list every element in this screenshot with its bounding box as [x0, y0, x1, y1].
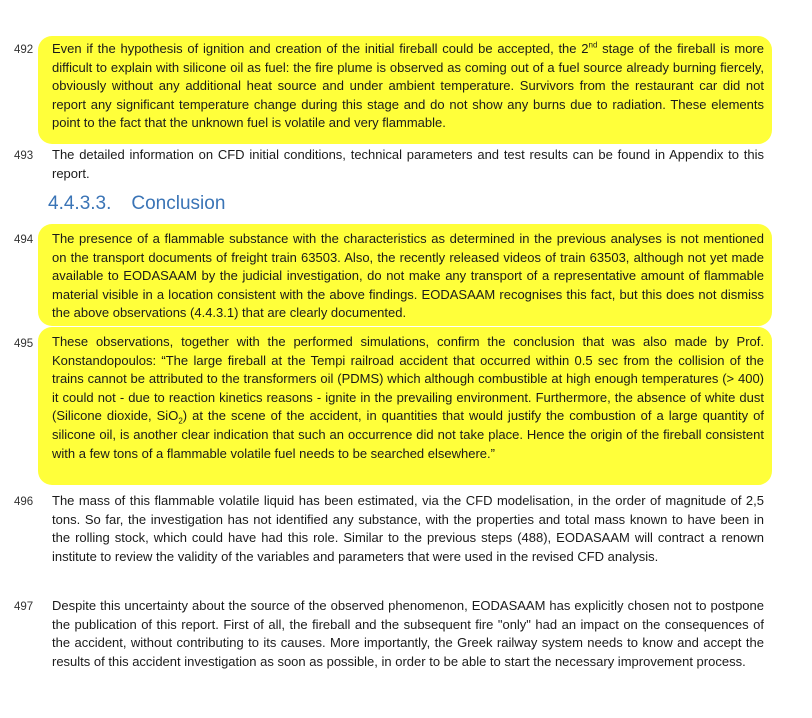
- subscript: 2: [178, 416, 183, 426]
- paragraph-number: 494: [14, 234, 34, 246]
- section-title: Conclusion: [131, 193, 226, 214]
- paragraph-text: Even if the hypothesis of ignition and creation of the initial fireball could be accepted, the 2: [52, 41, 589, 56]
- paragraph-497: Despite this uncertainty about the source of the observed phenomenon, EODASAAM has explicitly chosen not to postpone the publication of this report. First of all, the fireball and the subsequent fire "only" had an impact on the consequences of the accident, without contributing to its causes. More importantly, the Greek railway system needs to know and accept the results of this accident investigation as soon as possible, in order to be able to start the necessary improvement process.: [52, 598, 764, 669]
- paragraph-number: 497: [14, 601, 34, 613]
- paragraph-493: The detailed information on CFD initial conditions, technical parameters and test results can be found in Appendix to this report.: [52, 147, 764, 181]
- paragraph-number: 495: [14, 338, 34, 350]
- section-heading: [48, 193, 225, 215]
- superscript: nd: [588, 40, 598, 50]
- section-number: 4.4.3.3.: [48, 193, 112, 214]
- paragraph-494: The presence of a flammable substance with the characteristics as determined in the previous analyses is not mentioned on the transport documents of freight train 63503. Also, the recently released videos of train 63503, although not yet made available to EODASAAM by the judicial investigation, do not make any transport of a representative amount of flammable material visible in a location consistent with the above findings. EODASAAM recognises this fact, but this does not dismiss the above observations (4.4.3.1) that are clearly documented.: [52, 231, 764, 321]
- paragraph-number: 492: [14, 44, 34, 56]
- paragraph-496: The mass of this flammable volatile liquid has been estimated, via the CFD modelisation, in the order of magnitude of 2,5 tons. So far, the investigation has not identified any substance, with the properties and total mass known to have been in the rolling stock, which could have had this role. Similar to the previous steps (488), EODASAAM will contract a renown institute to review the validity of the variables and parameters that were used in the revised CFD analysis.: [52, 493, 764, 564]
- paragraph-text: stage of the fireball is more difficult to explain with silicone oil as fuel: the fire plume is observed as coming out of a fuel source already burning fiercely, obviously without any additional heat source and under ambient temperature. Survivors from the restaurant car did not report any significant temperature change during this stage and do not show any burns due to radiation. These elements point to the fact that the unknown fuel is volatile and very flammable.: [52, 41, 764, 131]
- paragraph-number: 496: [14, 496, 34, 508]
- paragraph-495: [52, 333, 764, 463]
- paragraph-492: [52, 40, 764, 133]
- paragraph-text: These observations, together with the performed simulations, confirm the conclusion that was also made by Prof. Konstandopoulos: “The large fireball at the Tempi railroad accident that occurred within 0.5 sec from the collision of the trains cannot be attributed to the transformers oil (PDMS) which although combustible at high enough temperatures (> 400) it could not - due to reaction kinetics reasons - ignite in the prevailing environment. Furthermore, the absence of white dust (Silicone dioxide, SiO: [52, 334, 764, 424]
- paragraph-number: 493: [14, 150, 34, 162]
- paragraph-text: ) at the scene of the accident, in quantities that would justify the combustion of a large quantity of silicone oil, is another clear indication that such an occurrence did not take place. Hence the origin of the fireball consistent with a few tons of a flammable volatile fuel needs to be searched elsewhere.”: [52, 408, 764, 461]
